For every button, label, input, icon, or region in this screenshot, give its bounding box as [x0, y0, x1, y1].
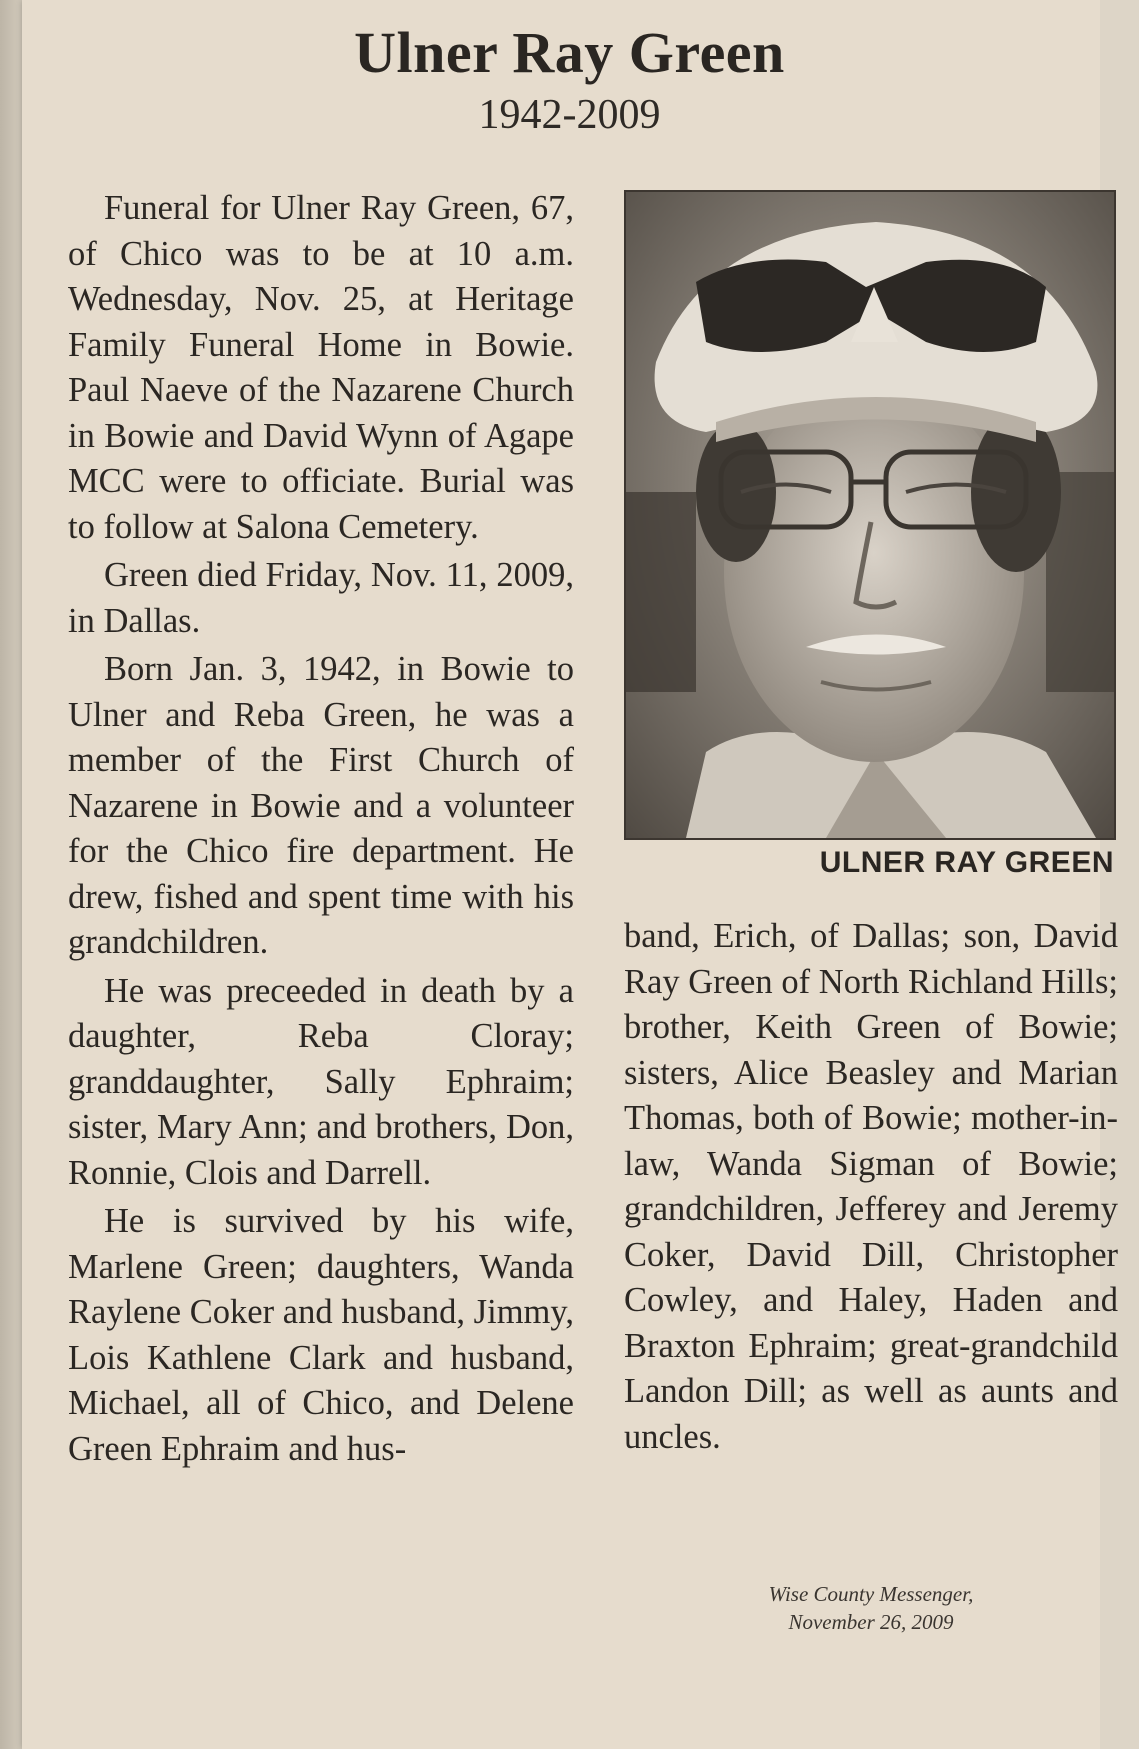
- obituary-header: [0, 18, 1139, 142]
- portrait-illustration: [626, 192, 1114, 838]
- obituary-years: 1942-2009: [478, 92, 661, 138]
- paragraph-biography-text: Born Jan. 3, 1942, in Bowie to Ulner and Reba Green, he was a member of the First Church of Nazarene in Bowie and a volunteer for the Chico fire department. He drew, fished and spent time with his grandchildren.: [68, 650, 574, 961]
- publication-name: Wise County Messenger,: [768, 1582, 974, 1606]
- paragraph-funeral-text: Funeral for Ulner Ray Green, 67, of Chico was to be at 10 a.m. Wednesday, Nov. 25, at Heritage Family Funeral Home in Bowie. Paul Naeve of the Nazarene Church in Bowie and David Wynn of Agape MCC were to officiate. Burial was to follow at Salona Cemetery.: [68, 189, 574, 546]
- paragraph-preceded-text: He was preceeded in death by a daughter, Reba Cloray; granddaughter, Sally Ephraim; sister, Mary Ann; and brothers, Don, Ronnie, Clois and Darrell.: [68, 971, 574, 1192]
- publication-credit: [624, 1580, 1118, 1636]
- paragraph-survived-continued: [624, 914, 1118, 1460]
- obituary-title: Ulner Ray Green: [354, 20, 785, 85]
- paragraph-death: [68, 553, 574, 644]
- paragraph-survived: [68, 1199, 574, 1472]
- right-text-column: [624, 914, 1118, 1460]
- paragraph-biography: [68, 647, 574, 966]
- publication-date: November 26, 2009: [788, 1610, 954, 1634]
- paragraph-preceded: [68, 969, 574, 1197]
- paragraph-survived-text: He is survived by his wife, Marlene Green; daughters, Wanda Raylene Coker and husband, Jimmy, Lois Kathlene Clark and husband, Michael, all of Chico, and Delene Green Ephraim and hus-: [68, 1202, 574, 1468]
- paragraph-survived-continued-text: band, Erich, of Dallas; son, David Ray Green of North Richland Hills; brother, Keith Green of Bowie; sisters, Alice Beasley and Marian Thomas, both of Bowie; mother-in-law, Wanda Sigman of Bowie; grandchildren, Jefferey and Jeremy Coker, David Dill, Christopher Cowley, and Haley, Haden and Braxton Ephraim; great-grandchild Landon Dill; as well as aunts and uncles.: [624, 917, 1118, 1456]
- paragraph-death-text: Green died Friday, Nov. 11, 2009, in Dallas.: [68, 556, 574, 640]
- photo-caption: ULNER RAY GREEN: [819, 846, 1114, 879]
- paragraph-funeral: [68, 186, 574, 550]
- portrait-photo: [624, 190, 1116, 840]
- left-text-column: [68, 186, 574, 1472]
